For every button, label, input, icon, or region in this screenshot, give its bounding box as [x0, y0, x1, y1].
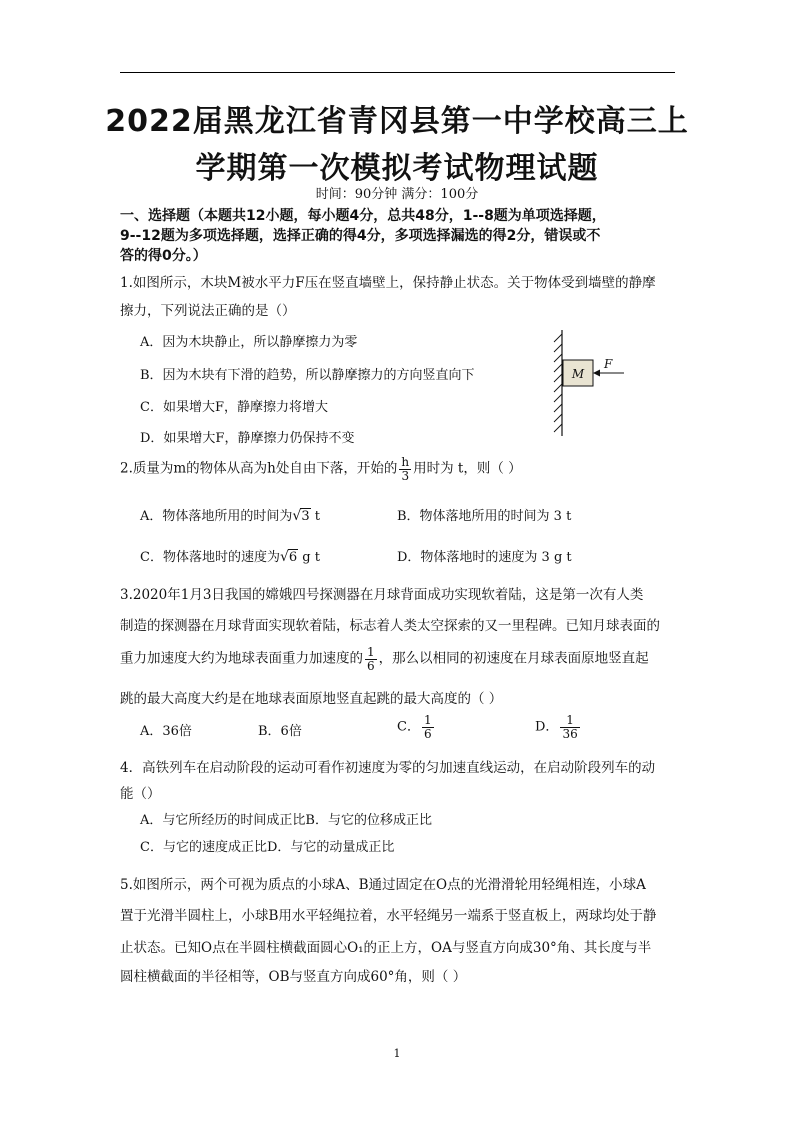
q3-option-d-num: 1 [560, 714, 579, 728]
q1-stem-line2: 擦力，下列说法正确的是（） [120, 303, 296, 319]
q3-stem-line4: 跳的最大高度大约是在地球表面原地竖直起跳的最大高度的（ ） [120, 691, 503, 707]
q5-stem-line4: 圆柱横截面的半径相等，OB与竖直方向成60°角，则（ ） [120, 969, 467, 985]
q2-stem-a: 2.质量为m的物体从高为h处自由下落，开始的 [120, 460, 398, 477]
exam-title-line1: 2022届黑龙江省青冈县第一中学校高三上 [105, 104, 689, 139]
q4-options-cd: C．与它的速度成正比D．与它的动量成正比 [140, 840, 395, 855]
q3-option-c-label: C． [397, 719, 420, 735]
q3-stem-line3-a: 重力加速度大约为地球表面重力加速度的 [120, 650, 363, 667]
q1-option-d: D．如果增大F，静摩擦力仍保持不变 [140, 431, 355, 446]
q2-stem-b: 用时为 t，则（ ） [413, 460, 522, 477]
q2-option-a-radicand: 3 [301, 509, 310, 524]
q3-option-a: A．36倍 [140, 724, 192, 739]
q3-stem-line3-b: ，那么以相同的初速度在月球表面原地竖直起 [378, 650, 649, 667]
section-instructions-line3: 答的得0分。） [120, 248, 207, 264]
q2-stem [120, 456, 522, 482]
q4-stem-line2: 能（） [120, 786, 161, 802]
exam-title-line2: 学期第一次模拟考试物理试题 [195, 151, 599, 186]
page-number: 1 [393, 1047, 401, 1060]
q3-option-d [535, 714, 582, 740]
sqrt-icon: √ [292, 508, 302, 524]
q4-stem-line1: 4．高铁列车在启动阶段的运动可看作初速度为零的匀加速直线运动，在启动阶段列车的动 [120, 760, 656, 776]
q2-option-c [140, 546, 320, 565]
q5-stem-line1: 5.如图所示，两个可视为质点的小球A、B通过固定在O点的光滑滑轮用轻绳相连，小球A [120, 877, 646, 893]
q2-option-b: B．物体落地所用的时间为 3 t [397, 509, 572, 524]
q2-option-a [140, 505, 320, 524]
q1-option-b: B．因为木块有下滑的趋势，所以静摩擦力的方向竖直向下 [140, 368, 475, 383]
q1-wall-block-figure [540, 328, 640, 440]
q2-fraction [399, 456, 411, 482]
q2-option-c-radicand: 6 [288, 550, 298, 565]
q1-option-c: C．如果增大F，静摩擦力将增大 [140, 400, 328, 415]
q2-frac-num: h [401, 455, 410, 469]
q3-option-c-fraction [422, 714, 434, 740]
q3-fraction [365, 646, 377, 672]
q3-option-d-den: 36 [562, 726, 578, 741]
section-instructions-line2: 9--12题为多项选择题，选择正确的得4分，多项选择漏选的得2分，错误或不 [120, 228, 601, 244]
block-m-label: M [571, 367, 585, 381]
q1-stem-line1: 1.如图所示，木块M被水平力F压在竖直墙壁上，保持静止状态。关于物体受到墙壁的静摩 [120, 275, 656, 291]
q2-option-c-text: C．物体落地时的速度为 [140, 550, 280, 565]
q2-option-d: D．物体落地时的速度为 3 g t [397, 550, 572, 565]
q3-option-b: B．6倍 [258, 724, 302, 739]
q3-stem-line1: 3.2020年1月3日我国的嫦娥四号探测器在月球背面成功实现软着陆，这是第一次有人类 [120, 587, 644, 603]
q3-option-c-den: 6 [423, 726, 432, 741]
q5-stem-line3: 止状态。已知O点在半圆柱横截面圆心O₁的正上方，OA与竖直方向成30°角、其长度与半 [120, 940, 652, 956]
q3-frac-num: 1 [367, 645, 375, 659]
q2-option-a-suffix: t [310, 509, 320, 524]
q3-option-d-label: D． [535, 719, 559, 735]
q3-stem-line2: 制造的探测器在月球背面实现软着陆，标志着人类太空探索的又一里程碑。已知月球表面的 [120, 618, 660, 634]
q2-option-a-text: A．物体落地所用的时间为 [140, 509, 293, 524]
q2-frac-den: 3 [401, 468, 410, 483]
section-instructions-line1: 一、选择题（本题共12小题，每小题4分，总共48分，1--8题为单项选择题， [120, 208, 606, 224]
q3-option-c-num: 1 [423, 713, 432, 727]
q5-stem-line2: 置于光滑半圆柱上，小球B用水平轻绳拉着，水平轻绳另一端系于竖直板上，两球均处于静 [120, 908, 657, 924]
q3-option-c [397, 714, 436, 740]
q2-option-c-suffix: g t [298, 550, 320, 565]
q1-option-a: A．因为木块静止，所以静摩擦力为零 [140, 335, 358, 350]
q3-frac-den: 6 [367, 658, 375, 673]
q3-option-d-fraction [560, 714, 579, 740]
exam-time-score: 时间：90分钟 满分：100分 [315, 187, 479, 202]
sqrt-icon: √ [279, 549, 289, 565]
force-f-label: F [604, 357, 613, 371]
q3-stem-line3 [120, 646, 649, 672]
force-arrow-icon [593, 370, 600, 377]
header-rule [120, 72, 675, 73]
q4-options-ab: A．与它所经历的时间成正比B．与它的位移成正比 [140, 813, 432, 828]
